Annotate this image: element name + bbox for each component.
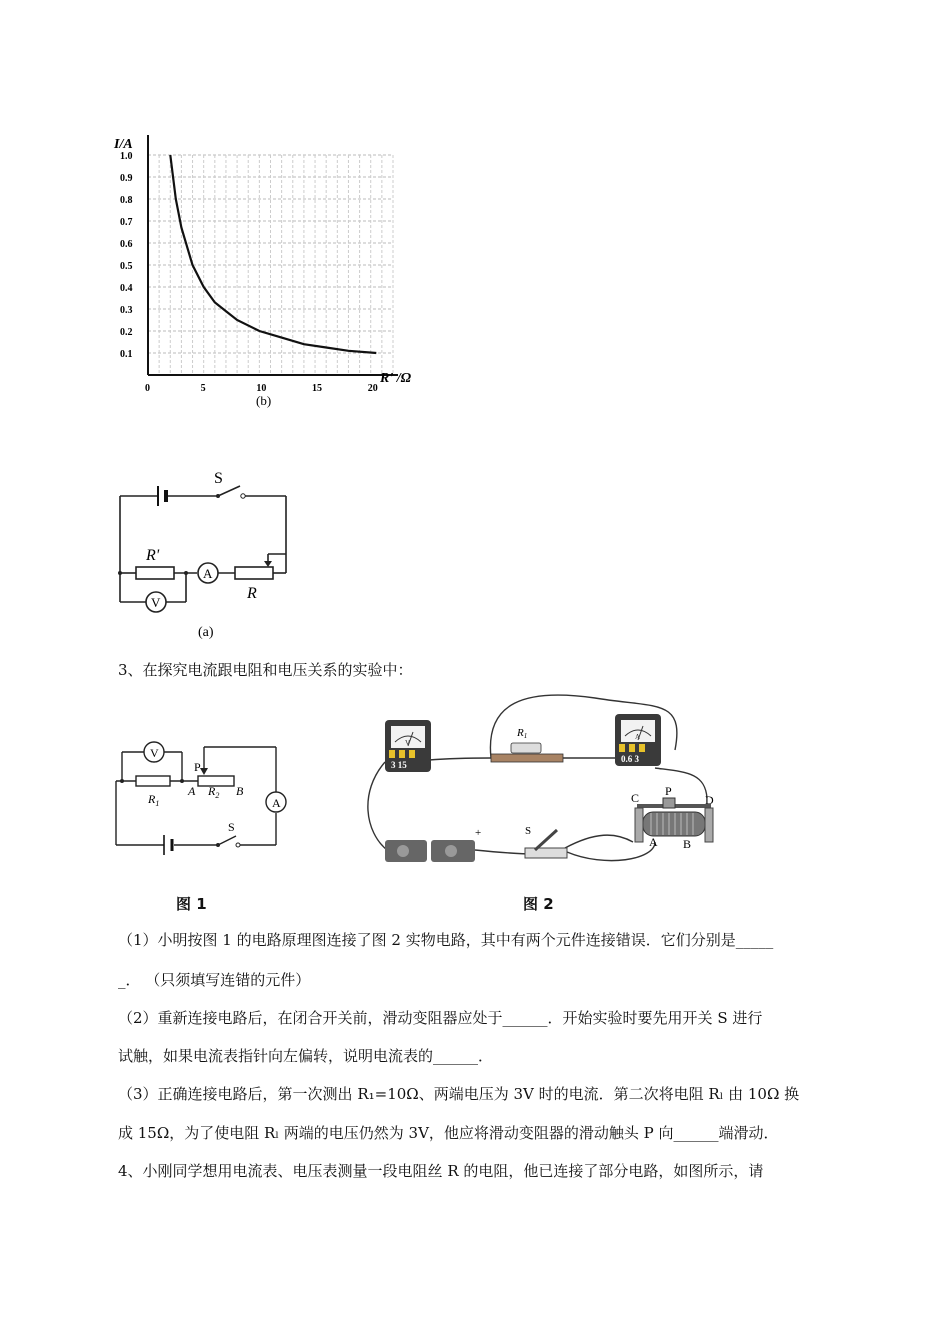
voltmeter-symbol: V: [151, 595, 161, 610]
y-tick-label: 0.9: [120, 173, 133, 184]
question-3-title: 3、在探究电流跟电阻和电压关系的实验中：: [118, 661, 413, 679]
switch-device: [525, 825, 567, 858]
fig2-c-label: C: [631, 791, 640, 805]
resistor-r1-device: [491, 727, 563, 762]
fig1-b-label: B: [236, 784, 244, 798]
fig1-r2-label: R: [208, 784, 216, 798]
fig1-ammeter-symbol: A: [272, 796, 281, 810]
voltmeter-device: [385, 720, 431, 772]
fig2-plus-label: +: [475, 827, 482, 839]
fig1-switch-label: S: [228, 820, 235, 834]
ammeter-device: [615, 714, 661, 766]
y-tick-labels: [120, 151, 133, 360]
ammeter-face-symbol: A: [635, 733, 641, 741]
current-resistance-curve: [170, 155, 376, 353]
circuit-a: [108, 468, 298, 648]
x-tick-label: 0: [145, 383, 150, 394]
svg-text:R1: [147, 792, 159, 808]
rheostat-device: [631, 784, 714, 851]
y-tick-label: 0.2: [120, 327, 133, 338]
ammeter-terminals: 0.6 3: [621, 754, 639, 764]
resistor-label: R': [146, 547, 160, 564]
svg-text:R1: [516, 727, 527, 740]
x-axis-label: R' /Ω: [380, 371, 412, 386]
figure-2-svg: [365, 692, 735, 872]
fig2-p-label: P: [665, 784, 672, 798]
figure-1: [110, 735, 300, 865]
figure-2-caption: 图 2: [523, 895, 554, 913]
fig2-r1-label: R: [517, 727, 524, 739]
graph-grid: [148, 155, 393, 375]
x-tick-label: 15: [312, 383, 323, 394]
y-tick-label: 0.3: [120, 305, 133, 316]
figure-1-svg: [110, 735, 300, 865]
q3-part3-line2: 成 15Ω，为了使电阻 Rₗ 两端的电压仍然为 3V，他应将滑动变阻器的滑动触头 P 向______端滑动．: [118, 1124, 779, 1142]
q3-part1-line1: （1）小明按图 1 的电路原理图连接了图 2 实物电路，其中有两个元件连接错误．它们分别是_____: [118, 931, 774, 949]
y-tick-label: 0.6: [120, 239, 133, 250]
battery-pack: [385, 827, 481, 862]
q3-part3-line1: （3）正确连接电路后，第一次测出 R₁=10Ω、两端电压为 3V 时的电流．第二次将电阻 Rₗ 由 10Ω 换: [118, 1085, 800, 1103]
question-4-line1: 4、小刚同学想用电流表、电压表测量一段电阻丝 R 的电阻，他已连接了部分电路，如图所示，请: [118, 1162, 764, 1180]
graph-b: [108, 120, 448, 420]
ammeter-symbol: A: [203, 566, 213, 581]
fig2-d-label: D: [705, 793, 714, 807]
y-axis-label: I/A: [114, 137, 133, 152]
switch-label: S: [214, 470, 223, 487]
circuit-a-svg: [108, 468, 298, 648]
fig1-p-label: P: [194, 760, 201, 774]
slider-arrow-icon: [200, 768, 208, 775]
voltmeter-face-symbol: V: [405, 739, 411, 747]
figure-2: [365, 692, 735, 872]
x-tick-label: 10: [256, 383, 267, 394]
fig1-r1-sub: 1: [155, 799, 160, 808]
fig1-r1-label: R: [148, 792, 156, 806]
slider-arrow-icon: [264, 561, 272, 567]
y-tick-label: 0.7: [120, 217, 133, 228]
fig2-r1-sub: 1: [523, 732, 528, 740]
figure-1-caption: 图 1: [176, 895, 207, 913]
y-tick-label: 0.5: [120, 261, 133, 272]
circuit-a-caption: (a): [198, 625, 214, 640]
y-tick-label: 1.0: [120, 151, 133, 162]
fig1-r2-sub: 2: [215, 791, 220, 800]
x-tick-label: 20: [367, 383, 378, 394]
fig2-switch-label: S: [525, 825, 532, 837]
q3-part2-line1: （2）重新连接电路后，在闭合开关前，滑动变阻器应处于______．开始实验时要先用开关 S 进行: [118, 1009, 763, 1027]
graph-b-svg: [108, 120, 448, 420]
y-tick-label: 0.1: [120, 349, 133, 360]
fig1-a-label: A: [188, 784, 196, 798]
fig2-b-label: B: [683, 837, 692, 851]
rheostat-label: R: [247, 585, 257, 602]
fig2-a-label: A: [649, 835, 658, 849]
voltmeter-terminals: 3 15: [391, 760, 407, 770]
q3-part1-line2: _． （只须填写连错的元件）: [118, 971, 311, 989]
x-tick-label: 5: [200, 383, 206, 394]
fig1-voltmeter-symbol: V: [150, 746, 159, 760]
q3-part2-line2: 试触，如果电流表指针向左偏转，说明电流表的______．: [118, 1047, 494, 1065]
y-tick-label: 0.8: [120, 195, 133, 206]
graph-caption: (b): [256, 393, 272, 408]
y-tick-label: 0.4: [120, 283, 133, 294]
